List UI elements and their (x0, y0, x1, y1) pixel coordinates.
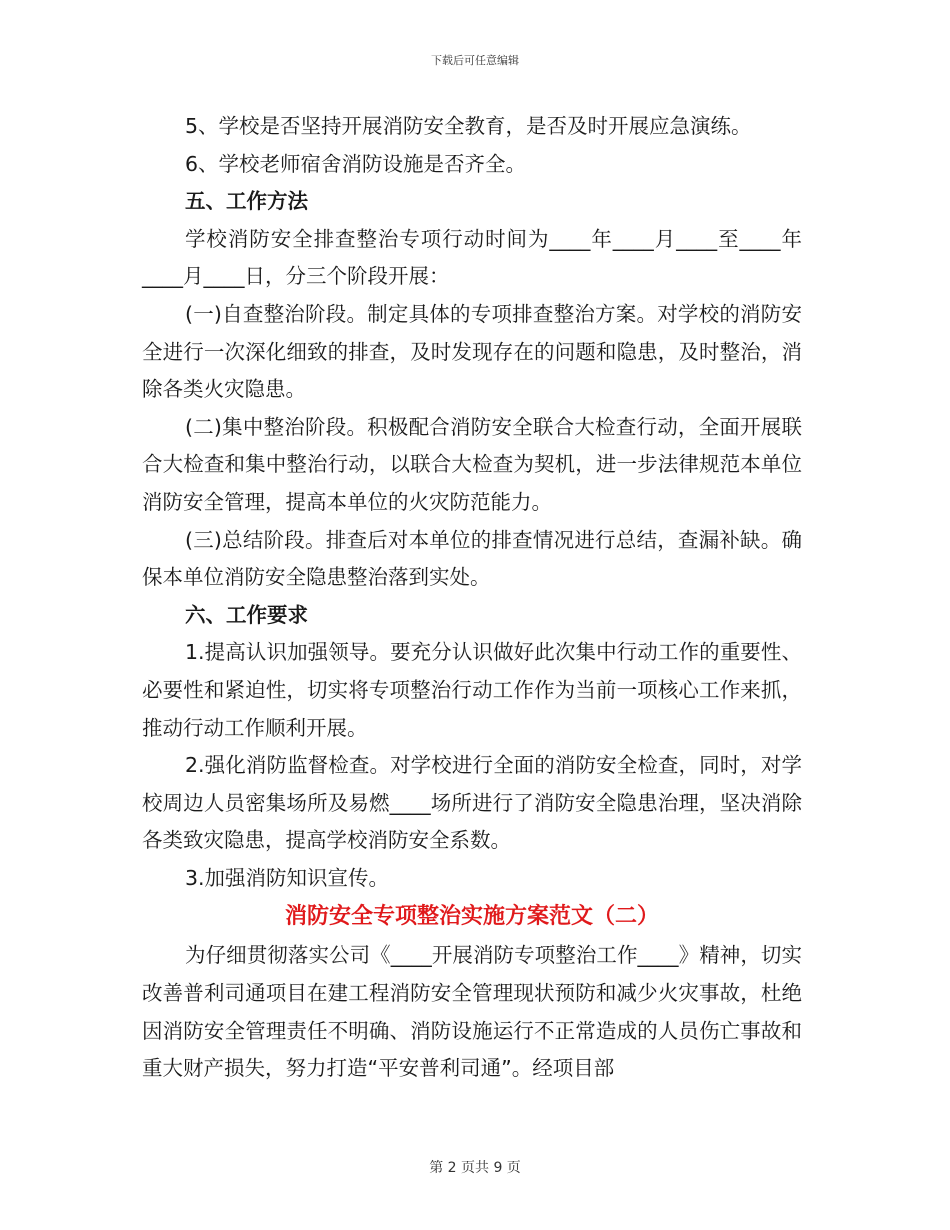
document-body (142, 108, 802, 1088)
section-heading-work-method: 五、工作方法 (185, 189, 308, 214)
paragraph-requirement-1: 1.提高认识加强领导。要充分认识做好此次集中行动工作的重要性、必要性和紧迫性，切实将专项整治行动工作作为当前一项核心工作来抓，推动行动工作顺利开展。 (142, 640, 802, 740)
paragraph-phase-3: (三)总结阶段。排查后对本单位的排查情况进行总结，查漏补缺。确保本单位消防安全隐患整治落到实处。 (142, 527, 802, 590)
paragraph-phase-1: (一)自查整治阶段。制定具体的专项排查整治方案。对学校的消防安全进行一次深化细致的排查，及时发现存在的问题和隐患，及时整治，消除各类火灾隐患。 (142, 301, 802, 402)
paragraph-phase-2: (二)集中整治阶段。积极配合消防安全联合大检查行动，全面开展联合大检查和集中整治行动，以联合大检查为契机，进一步法律规范本单位消防安全管理，提高本单位的火灾防范能力。 (142, 414, 802, 514)
paragraph-requirement-3: 3.加强消防知识宣传。 (185, 865, 390, 890)
section-heading-work-requirements: 六、工作要求 (185, 602, 308, 627)
paragraph-schedule: 学校消防安全排查整治专项行动时间为____年____月____至____年____月____日，分三个阶段开展： (142, 226, 802, 289)
paragraph-item-5: 5、学校是否坚持开展消防安全教育，是否及时开展应急演练。 (185, 114, 752, 138)
paragraph-requirement-2: 2.强化消防监督检查。对学校进行全面的消防安全检查，同时，对学校周边人员密集场所及易燃____场所进行了消防安全隐患治理，坚决消除各类致灾隐患，提高学校消防安全系数。 (142, 753, 802, 853)
page-header: 下载后可任意编辑 (431, 54, 519, 67)
paragraph-intro-part-2: 为仔细贯彻落实公司《____开展消防专项整治工作____》精神，切实改善普利司通项目在建工程消防安全管理现状预防和减少火灾事故，杜绝因消防安全管理责任不明确、消防设施运行不正常造成的人员伤亡事故和重大财产损失，努力打造“平安普利司通”。经项目部 (142, 943, 802, 1081)
document-title-part-2: 消防安全专项整治实施方案范文（二） (284, 904, 659, 930)
paragraph-item-6: 6、学校老师宿舍消防设施是否齐全。 (185, 151, 527, 176)
page-number: 第 2 页共 9 页 (429, 1160, 521, 1176)
